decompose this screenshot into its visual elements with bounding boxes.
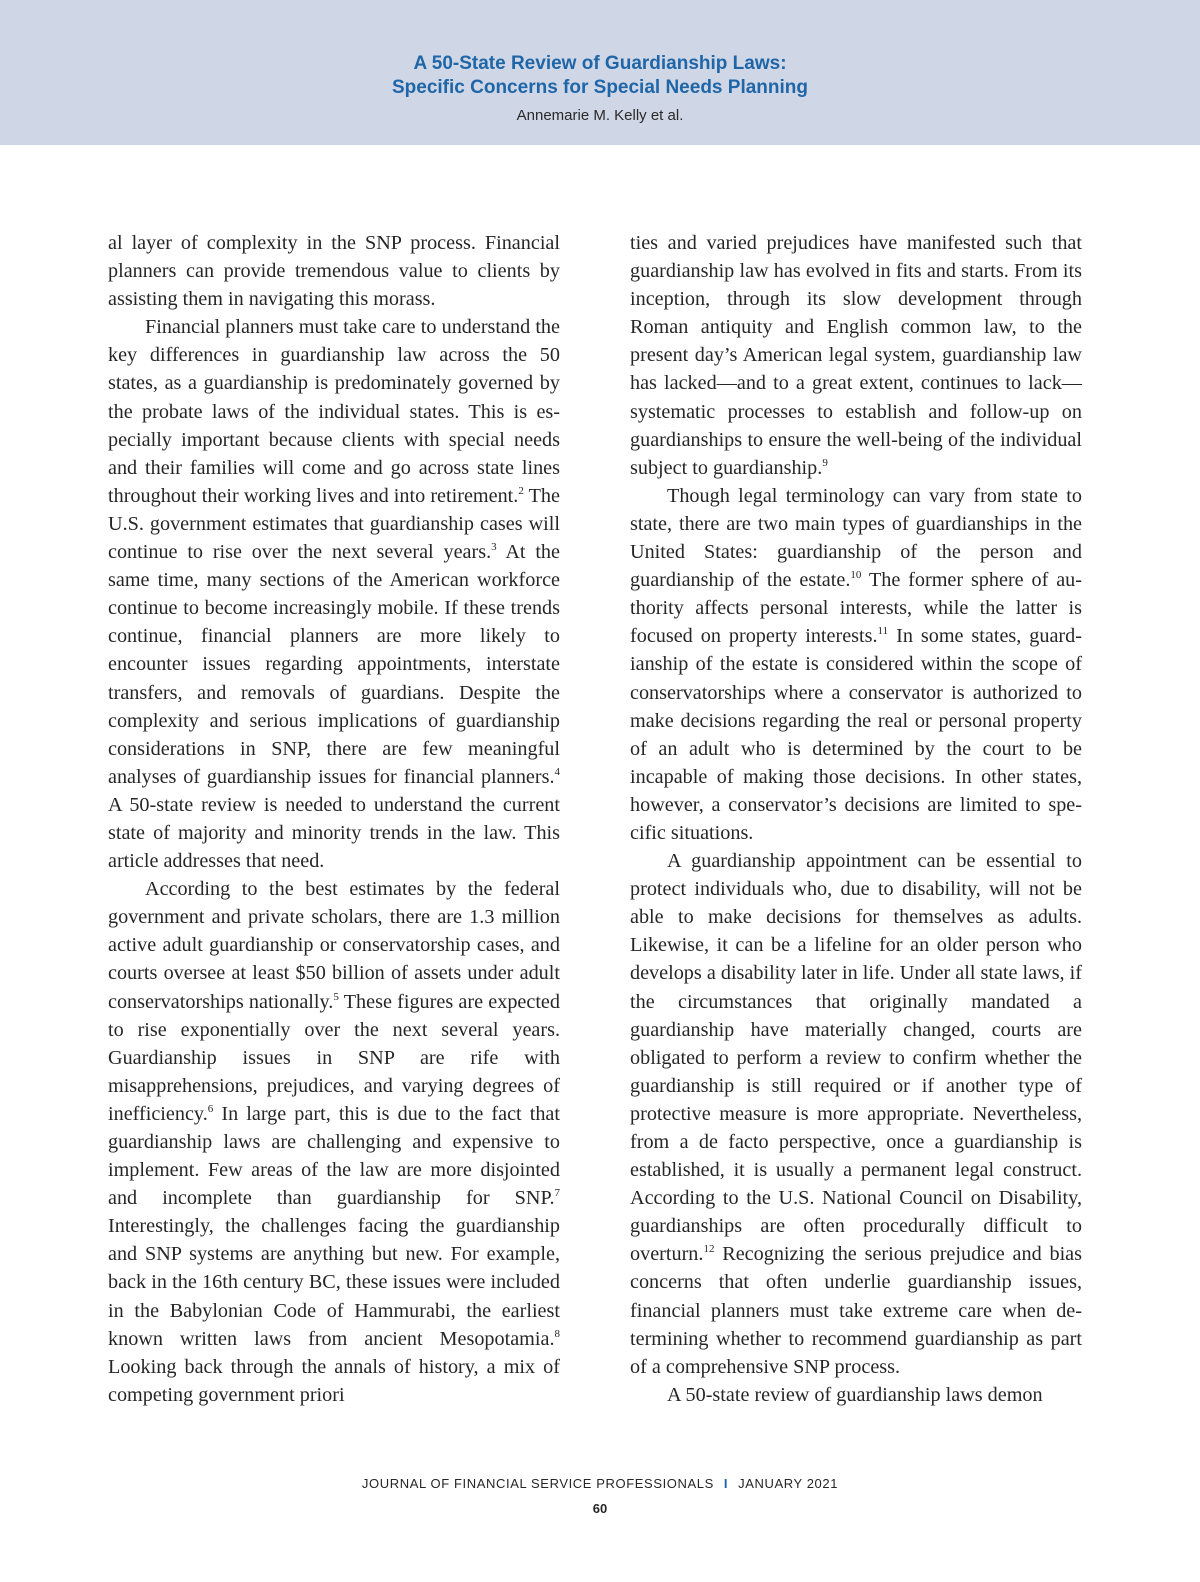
paragraph [108, 229, 560, 313]
footnote-marker: 10 [850, 569, 862, 582]
footnote-marker: 9 [822, 456, 828, 469]
text-run: Though legal terminology can vary from state to state, there are two main types of guardianships in the United States: guardianship of the person and guardianship of the estate. [630, 484, 1082, 592]
footnote-marker: 5 [333, 990, 339, 1003]
paragraph [630, 482, 1082, 847]
journal-name: JOURNAL OF FINANCIAL SERVICE PROFESSIONALS [361, 1476, 714, 1491]
right-column [630, 229, 1082, 1409]
text-run: ties and varied prejudices have manifested such that guardianship law has evolved in fits and starts. From its inception, through its slow development through Roman antiquity and English common law, to the present day’s American legal system, guardianship law has lacked—and to a great extent, continues to lack—systematic processes to establish and follow-up on guardianships to ensure the well-being of the individual subject to guardianship. [630, 232, 1082, 479]
left-column [108, 229, 560, 1409]
header-band [0, 0, 1200, 145]
footnote-marker: 4 [554, 765, 560, 778]
running-footer [0, 1476, 1200, 1491]
paragraph [630, 229, 1082, 482]
text-run: A guardianship appointment can be essential to protect individuals who, due to disability, will not be able to make decisions for themselves as adults. Likewise, it can be a lifeline for an older person who develops a disability later in life. Under all state laws, if the circumstances that originally mandated a guardianship have materially changed, courts are obligated to perform a review to confirm whether the guardianship is still required or if another type of protective measure is more appropriate. Nevertheless, from a de facto perspective, once a guardianship is established, it is usually a permanent legal construct. According to the U.S. National Council on Disability, guardianships are often procedurally difficult to overturn. [630, 850, 1082, 1266]
footnote-marker: 7 [554, 1187, 560, 1200]
text-run: A 50-state review is needed to understand the current state of majority and minority trends in the law. This article addresses that need. [108, 793, 560, 873]
text-run: In some states, guardianship of the estate is considered within the scope of conservatorships where a conservator is authorized to make decisions regarding the real or personal property of an adult who is determined by the court to be incapable of making those decisions. In other states, however, a conservator’s decisions are limited to specific situations. [630, 625, 1082, 844]
footnote-marker: 12 [703, 1243, 715, 1256]
text-run: al layer of complexity in the SNP process. Financial planners can provide tremendous value to clients by assisting them in navigating this morass. [108, 232, 560, 311]
paragraph [630, 847, 1082, 1381]
text-run: Looking back through the annals of history, a mix of competing government priori [108, 1355, 560, 1406]
text-run: The U.S. government estimates that guardianship cases will continue to rise over the next several years. [108, 484, 560, 564]
issue-date: JANUARY 2021 [738, 1476, 839, 1491]
text-run: Recognizing the serious prejudice and bias concerns that often underlie guardianship issues, financial planners must take extreme care when determining whether to recommend guardianship as part of a comprehensive SNP process. [630, 1243, 1082, 1378]
paragraph [108, 313, 560, 875]
footnote-marker: 2 [518, 484, 524, 497]
paragraph [630, 1381, 1082, 1409]
article-title-line-1: A 50-State Review of Guardianship Laws: [413, 53, 787, 74]
text-run: In large part, this is due to the fact that guardianship laws are challenging and expensive to implement. Few areas of the law are more disjointed and incomplete than guardianship for SNP. [108, 1102, 560, 1210]
article-title-line-2: Specific Concerns for Special Needs Planning [391, 77, 808, 98]
text-run: These figures are expected to rise exponentially over the next several years. Guardianship issues in SNP are rife with misapprehensions, prejudices, and varying degrees of inefficiency. [108, 990, 560, 1125]
footer-separator: I [723, 1476, 729, 1491]
article-title [0, 52, 1200, 100]
page-number: 60 [592, 1501, 608, 1516]
text-run: A 50-state review of guardianship laws demon [667, 1383, 1043, 1406]
article-authors: Annemarie M. Kelly et al. [516, 107, 684, 124]
text-run: Financial planners must take care to understand the key differences in guardianship law across the 50 states, as a guardianship is predominately governed by the probate laws of the individual states. This is especially important because clients with special needs and their families will come and go across state lines throughout their working lives and into retirement. [108, 316, 560, 507]
text-run: According to the best estimates by the federal government and private scholars, there are 1.3 million active adult guardianship or conservatorship cases, and courts oversee at least $50 billion of assets under adult conservatorships nationally. [108, 878, 560, 1013]
footnote-marker: 11 [877, 625, 889, 638]
footnote-marker: 3 [491, 541, 497, 554]
text-run: Interestingly, the challenges facing the guardianship and SNP systems are anything but new. For example, back in the 16th century BC, these issues were included in the Babylonian Code of Hammurabi, the earliest known written laws from ancient Mesopotamia. [108, 1215, 560, 1350]
paragraph [108, 875, 560, 1409]
text-run: At the same time, many sections of the American workforce continue to become increasingly mobile. If these trends continue, financial planners are more likely to encounter issues regarding appointments, interstate transfers, and removals of guardians. Despite the complexity and serious implications of guardianship considerations in SNP, there are few meaningful analyses of guardianship issues for financial planners. [108, 541, 560, 788]
text-run: The former sphere of authority affects personal interests, while the latter is focused on property interests. [630, 569, 1082, 648]
footnote-marker: 6 [207, 1102, 214, 1115]
footnote-marker: 8 [554, 1327, 560, 1340]
